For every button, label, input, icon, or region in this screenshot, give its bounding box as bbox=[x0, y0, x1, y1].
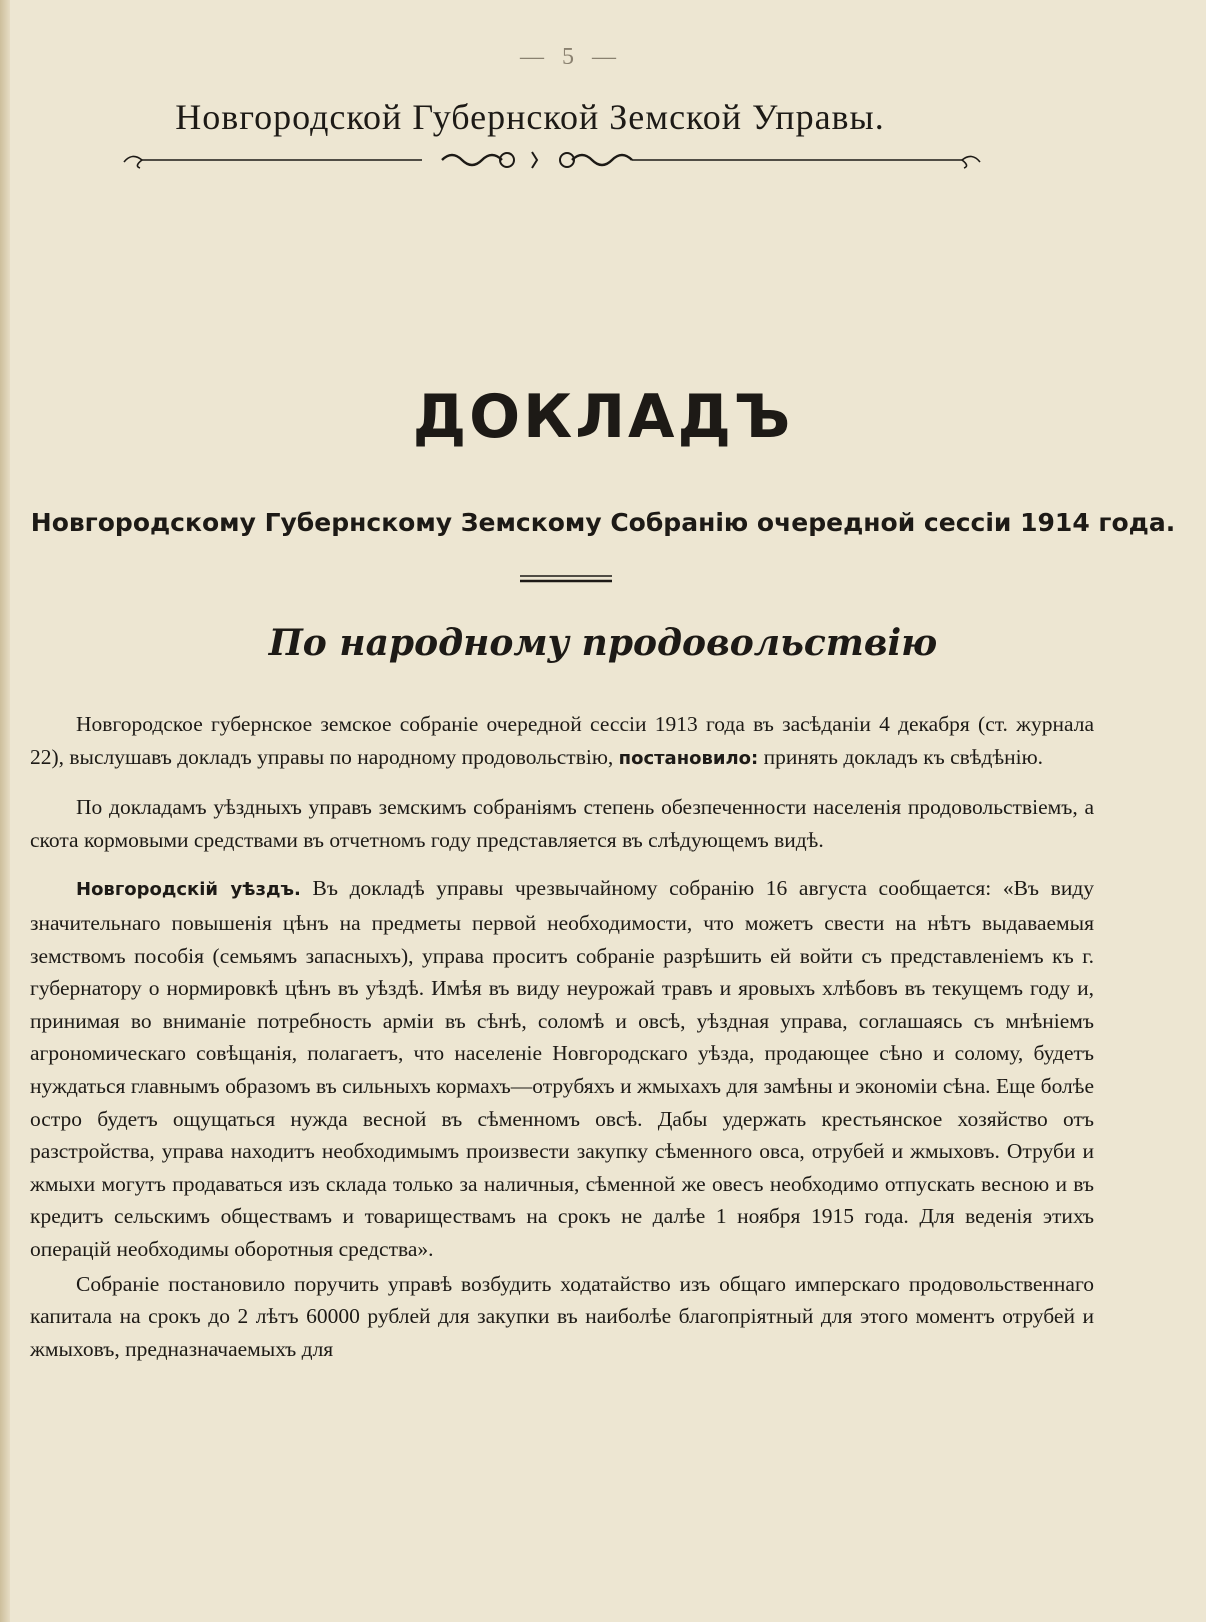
paragraph-1 bbox=[30, 708, 1094, 775]
paragraph-3-lead: Новгородскій уѣздъ. bbox=[76, 879, 301, 901]
paragraph-1-text: Новгородское губернское земское собраніе очередной сессіи 1913 года въ засѣданіи 4 декабря (ст. журнала 22), выслушавъ докладъ управы по народному продовольствію, bbox=[30, 712, 1094, 769]
document-title: ДОКЛАДЪ bbox=[412, 382, 794, 452]
section-title: По народному продовольствію bbox=[268, 622, 938, 664]
paragraph-4: Собраніе постановило поручить управѣ возбудить ходатайство изъ общаго имперскаго продовольственнаго капитала на срокъ до 2 лѣтъ 60000 рублей для закупки въ наиболѣе благопріятный для этого моментъ отрубей и жмыховъ, предназначаемыхъ для bbox=[30, 1271, 1094, 1361]
paragraph-1-tail: принять докладъ къ свѣдѣнію. bbox=[763, 744, 1044, 769]
double-rule-divider bbox=[520, 573, 612, 585]
center-flourish-left bbox=[442, 155, 502, 165]
page-binding-edge bbox=[0, 0, 10, 1622]
paragraph-1-lead: постановило: bbox=[618, 747, 759, 769]
left-flourish bbox=[124, 156, 142, 168]
paragraph-2: По докладамъ уѣздныхъ управъ земскимъ собраніямъ степень обезпеченности населенія продовольствіемъ, а скота кормовыми средствами въ отчетномъ году представляется въ слѣдующемъ видѣ. bbox=[30, 795, 1094, 852]
right-flourish bbox=[962, 156, 980, 168]
paragraph-3-text: Въ докладѣ управы чрезвычайному собранію 16 августа сообщается: «Въ виду значительнаго повышенія цѣнъ на предметы первой необходимости, что можетъ свести на нѣтъ выдаваемыя земствомъ пособія (семьямъ запасныхъ), управа проситъ собраніе разрѣшить ей войти съ представленіемъ къ г. губернатору о нормировкѣ цѣнъ въ уѣздѣ. Имѣя въ виду неурожай травъ и яровыхъ хлѣбовъ въ текущемъ году и, принимая во вниманіе потребность арміи въ сѣнѣ, соломѣ и овсѣ, уѣздная управа, соглашаясь съ мнѣніемъ агрономическаго совѣщанія, полагаетъ, что населеніе Новгородскаго уѣзда, продающее сѣно и солому, будетъ нуждаться главнымъ образомъ въ сильныхъ кормахъ—отрубяхъ и жмыхахъ для замѣны и экономіи сѣна. Еще болѣе остро будетъ ощущаться нужда весной въ сѣменномъ овсѣ. Дабы удержать крестьянское хозяйство отъ разстройства, управа находитъ необходимымъ произвести закупку сѣменного овса, отрубей и жмыховъ. Отруби и жмыхи могутъ продаваться изъ склада только за наличныя, сѣменной же овесъ необходимо отпускать весною и въ кредитъ сельскимъ обществамъ и товариществамъ на срокъ не далѣе 1 ноября 1915 года. Для веденія этихъ операцій необходимы оборотныя средства». bbox=[30, 876, 1095, 1261]
page-number: — 5 — bbox=[520, 44, 622, 70]
header-title: Новгородской Губернской Земской Управы. bbox=[175, 97, 885, 137]
center-flourish-right bbox=[572, 155, 632, 165]
ornamental-divider bbox=[122, 146, 982, 180]
body-text bbox=[30, 708, 1094, 1381]
document-subtitle: Новгородскому Губернскому Земскому Собранію очередной сессіи 1914 года. bbox=[30, 508, 1176, 537]
paragraph-3 bbox=[30, 872, 1094, 1265]
